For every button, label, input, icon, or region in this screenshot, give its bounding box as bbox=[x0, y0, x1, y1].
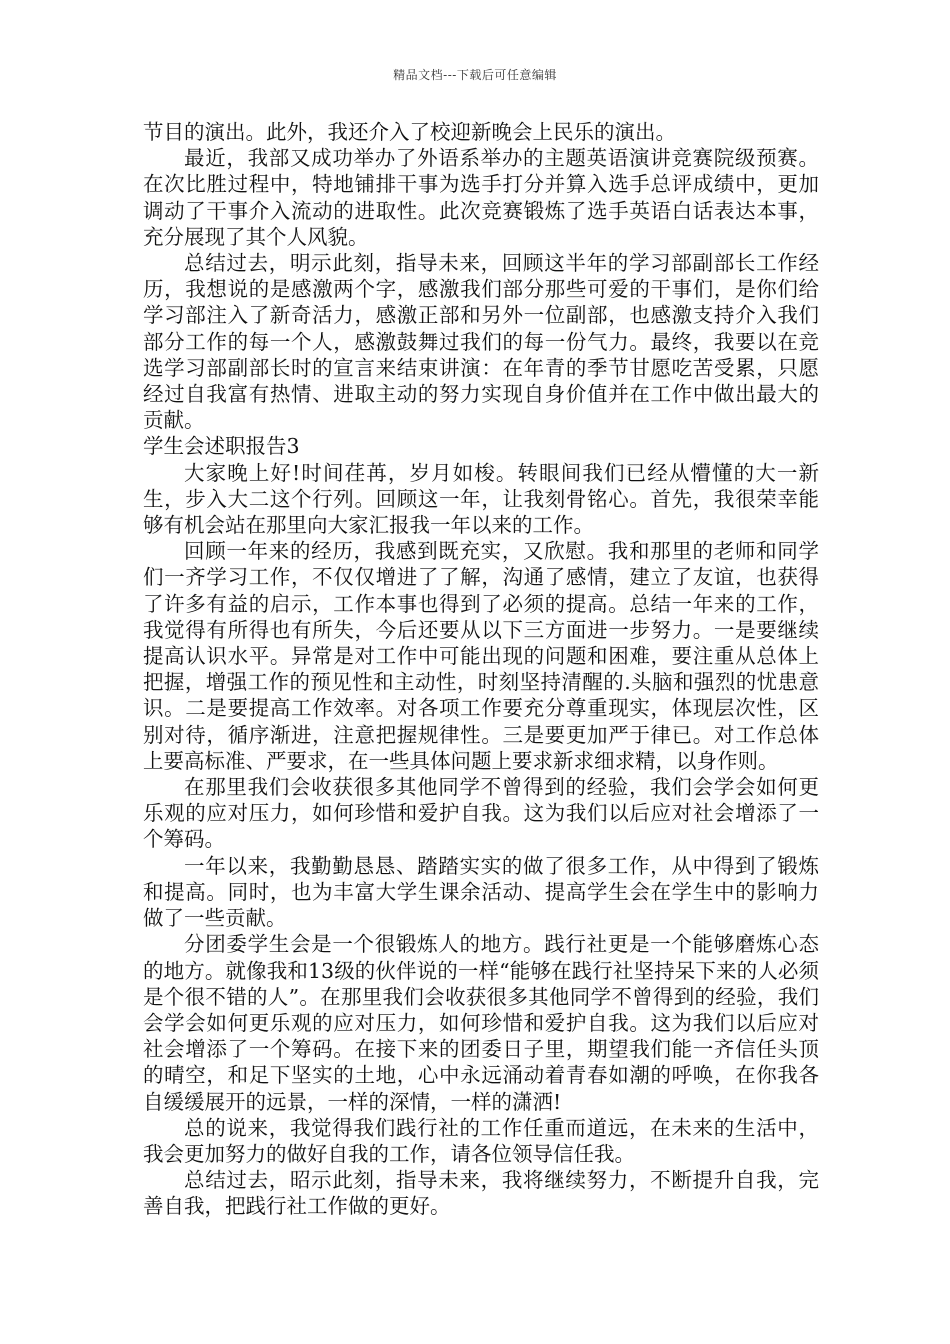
paragraph: 大家晚上好!时间荏苒，岁月如梭。转眼间我们已经从懵懂的大一新生，步入大二这个行列。回顾这一年，让我刻骨铭心。首先，我很荣幸能够有机会站在那里向大家汇报我一年以来的工作。 bbox=[143, 460, 819, 538]
page-header: 精品文档---下载后可任意编辑 bbox=[393, 68, 557, 82]
paragraph: 总结过去，昭示此刻，指导未来，我将继续努力，不断提升自我，完善自我，把践行社工作做的更好。 bbox=[143, 1168, 819, 1219]
paragraph: 在那里我们会收获很多其他同学不曾得到的经验，我们会学会如何更乐观的应对压力，如何珍惜和爱护自我。这为我们以后应对社会增添了一个筹码。 bbox=[143, 775, 819, 852]
paragraph: 最近，我部又成功举办了外语系举办的主题英语演讲竞赛院级预赛。在次比胜过程中，特地铺排干事为选手打分并算入选手总评成绩中，更加调动了干事介入流动的进取性。此次竞赛锻炼了选手英语白话表达本事，充分展现了其个人风貌。 bbox=[143, 146, 819, 249]
paragraph: 分团委学生会是一个很锻炼人的地方。践行社更是一个能够磨炼心态的地方。就像我和13级的伙伴说的一样“能够在践行社坚持呆下来的人必须是个很不错的人”。在那里我们会收获很多其他同学不曾得到的经验，我们会学会如何更乐观的应对压力，如何珍惜和爱护自我。这为我们以后应对社会增添了一个筹码。在接下来的团委日子里，期望我们能一齐信任头顶的晴空，和足下坚实的土地，心中永远涌动着青春如潮的呼唤，在你我各自缓缓展开的远景，一样的深情，一样的潇洒! bbox=[143, 932, 819, 1114]
paragraph: 总的说来，我觉得我们践行社的工作任重而道远，在未来的生活中，我会更加努力的做好自我的工作，请各位领导信任我。 bbox=[143, 1115, 819, 1166]
paragraph: 节目的演出。此外，我还介入了校迎新晚会上民乐的演出。 bbox=[143, 120, 676, 144]
section-heading: 学生会述职报告3 bbox=[143, 434, 300, 459]
paragraph: 总结过去，明示此刻，指导未来，回顾这半年的学习部副部长工作经历，我想说的是感激两个字，感激我们部分那些可爱的干事们，是你们给学习部注入了新奇活力，感激正部和另外一位副部，也感激支持介入我们部分工作的每一个人，感激鼓舞过我们的每一份气力。最终，我要以在竞选学习部副部长时的宣言来结束讲演：在年青的季节甘愿吃苦受累，只愿经过自我富有热情、进取主动的努力实现自身价值并在工作中做出最大的贡献。 bbox=[143, 251, 819, 433]
paragraph: 一年以来，我勤勤恳恳、踏踏实实的做了很多工作，从中得到了锻炼和提高。同时，也为丰富大学生课余活动、提高学生会在学生中的影响力做了一些贡献。 bbox=[143, 853, 819, 931]
document-body bbox=[143, 119, 819, 1220]
paragraph: 回顾一年来的经历，我感到既充实，又欣慰。我和那里的老师和同学们一齐学习工作，不仅仅增进了了解，沟通了感情，建立了友谊，也获得了许多有益的启示，工作本事也得到了必须的提高。总结一年来的工作，我觉得有所得也有所失，今后还要从以下三方面进一步努力。一是要继续提高认识水平。异常是对工作中可能出现的问题和困难，要注重从总体上把握，增强工作的预见性和主动性，时刻坚持清醒的.头脑和强烈的忧患意识。二是要提高工作效率。对各项工作要充分尊重现实，体现层次性，区别对待，循序渐进，注意把握规律性。三是要更加严于律已。对工作总体上要高标准、严要求，在一些具体问题上要求新求细求精，以身作则。 bbox=[143, 539, 819, 773]
